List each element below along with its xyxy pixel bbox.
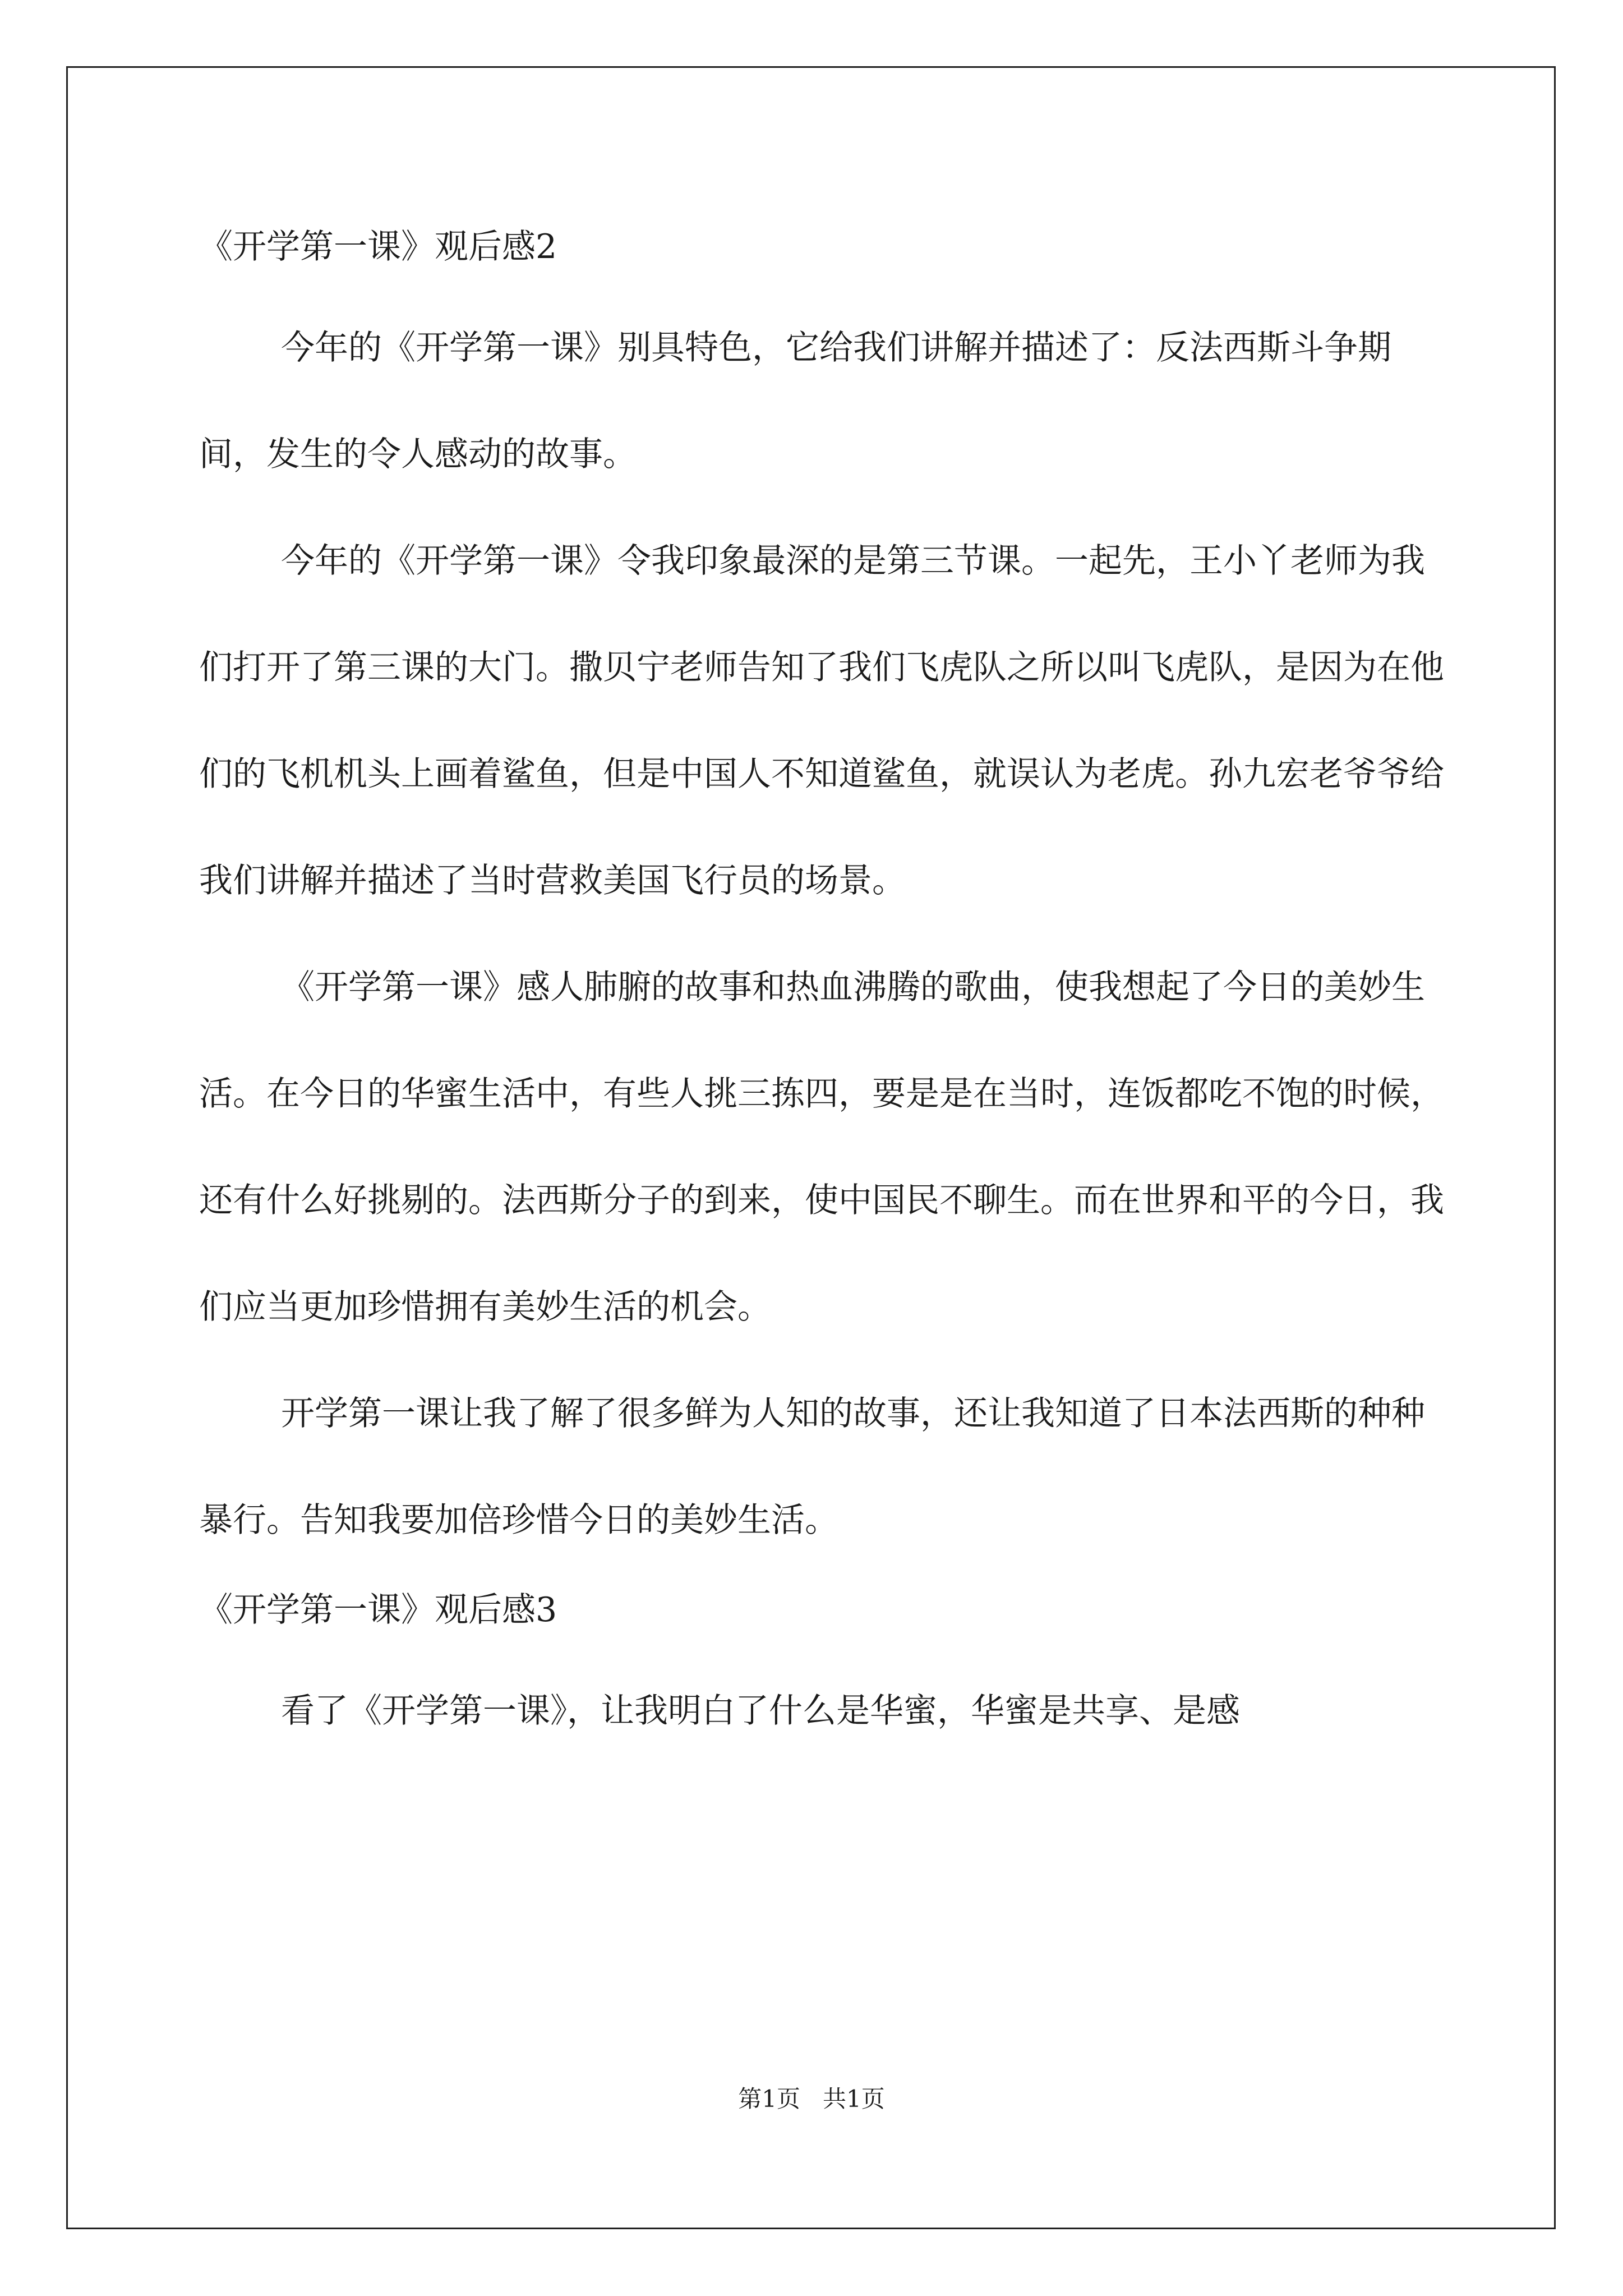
paragraph: 看了《开学第一课》，让我明白了什么是华蜜，华蜜是共享、是感: [281, 1691, 1240, 1731]
section-2: [199, 222, 1444, 1573]
page-footer: [0, 2082, 1623, 2116]
page-total: 共1页: [823, 2085, 885, 2113]
section-heading: 《开学第一课》观后感3: [199, 1590, 557, 1630]
paragraph: 今年的《开学第一课》别具特色，它给我们讲解并描述了：反法西斯斗争期间，发生的令人感动的故事。: [199, 328, 1391, 474]
paragraph: 《开学第一课》感人肺腑的故事和热血沸腾的歌曲，使我想起了今日的美妙生活。在今日的华蜜生活中，有些人挑三拣四，要是是在当时，连饭都吃不饱的时候，还有什么好挑剔的。法西斯分子的到来，使中国民不聊生。而在世界和平的今日，我们应当更加珍惜拥有美妙生活的机会。: [199, 968, 1444, 1327]
paragraph: 开学第一课让我了解了很多鲜为人知的故事，还让我知道了日本法西斯的种种暴行。告知我要加倍珍惜今日的美妙生活。: [199, 1394, 1425, 1540]
paragraph: 今年的《开学第一课》令我印象最深的是第三节课。一起先，王小丫老师为我们打开了第三课的大门。撒贝宁老师告知了我们飞虎队之所以叫飞虎队，是因为在他们的飞机机头上画着鲨鱼，但是中国人不知道鲨鱼，就误认为老虎。孙九宏老爷爷给我们讲解并描述了当时营救美国飞行员的场景。: [199, 541, 1444, 900]
page-number: 第1页: [738, 2085, 800, 2113]
section-heading: 《开学第一课》观后感2: [199, 227, 557, 266]
section-3: [199, 1585, 1444, 1764]
document-body: [199, 222, 1444, 1764]
